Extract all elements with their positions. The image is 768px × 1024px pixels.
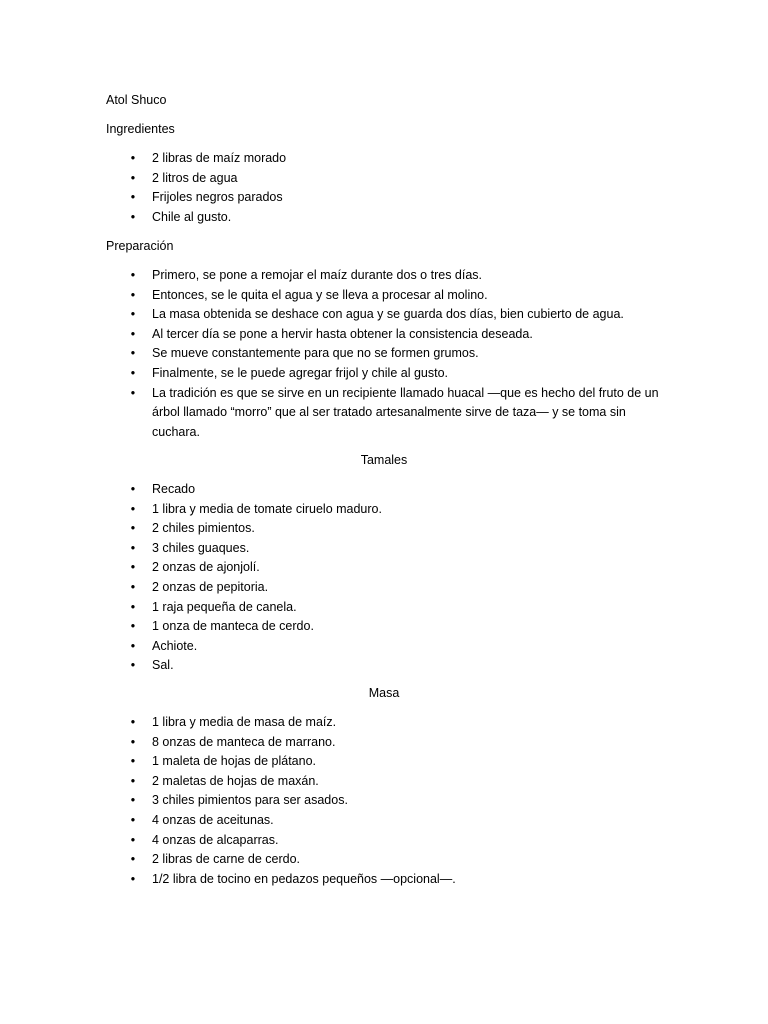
bullet-icon: •	[130, 365, 136, 380]
masa-list-block	[106, 713, 666, 889]
list-item-text: 4 onzas de alcaparras.	[152, 832, 279, 847]
masa-heading: Masa	[368, 686, 400, 700]
ingredients-heading-block	[106, 120, 666, 140]
tamales-list	[106, 480, 666, 676]
list-item	[106, 558, 666, 578]
bullet-icon: •	[130, 326, 136, 341]
bullet-icon: •	[130, 501, 136, 516]
atol-title-block	[106, 91, 666, 111]
list-item	[106, 325, 666, 345]
bullet-icon: •	[130, 715, 136, 729]
list-item	[106, 384, 666, 443]
bullet-icon: •	[130, 307, 136, 322]
bullet-icon: •	[130, 385, 136, 400]
list-item	[106, 617, 666, 637]
bullet-icon: •	[130, 346, 136, 361]
list-item	[106, 656, 666, 676]
bullet-icon: •	[130, 540, 136, 555]
list-item-text: 2 maletas de hojas de maxán.	[152, 773, 319, 788]
ingredients-list-block	[106, 149, 666, 227]
list-item-text: 1 onza de manteca de cerdo.	[152, 619, 314, 634]
list-item	[106, 364, 666, 384]
bullet-icon: •	[130, 287, 136, 302]
list-item-text: Finalmente, se le puede agregar frijol y chile al gusto.	[152, 365, 448, 380]
recipe-title-atol-shuco: Atol Shuco	[106, 93, 167, 107]
bullet-icon: •	[130, 190, 136, 205]
preparation-list	[106, 266, 666, 442]
preparation-heading: Preparación	[106, 239, 174, 253]
tamales-heading: Tamales	[360, 453, 408, 467]
list-item	[106, 637, 666, 657]
list-item-text: 1 raja pequeña de canela.	[152, 599, 297, 614]
bullet-icon: •	[130, 638, 136, 653]
list-item-text: 2 chiles pimientos.	[152, 521, 255, 536]
list-item-text: Sal.	[152, 658, 174, 673]
list-item	[106, 713, 666, 733]
bullet-icon: •	[130, 599, 136, 614]
masa-heading-block	[106, 684, 666, 704]
list-item	[106, 811, 666, 831]
list-item	[106, 500, 666, 520]
bullet-icon: •	[130, 871, 136, 886]
list-item-text: Entonces, se le quita el agua y se lleva a procesar al molino.	[152, 287, 488, 302]
list-item-text: 8 onzas de manteca de marrano.	[152, 734, 336, 749]
list-item	[106, 791, 666, 811]
list-item	[106, 870, 666, 890]
list-item-text: 1 libra y media de masa de maíz.	[152, 715, 337, 729]
ingredients-list	[106, 149, 666, 227]
list-item	[106, 266, 666, 286]
list-item-text: 4 onzas de aceitunas.	[152, 812, 274, 827]
list-item-text: La tradición es que se sirve en un recipiente llamado huacal —que es hecho del fruto de un árbol llamado “morro” que al ser tratado artesanalmente sirve de taza— y se toma sin cuchara.	[152, 385, 659, 439]
bullet-icon: •	[130, 852, 136, 867]
bullet-icon: •	[130, 812, 136, 827]
list-item	[106, 169, 666, 189]
list-item	[106, 305, 666, 325]
list-item-text: 2 onzas de ajonjolí.	[152, 560, 260, 575]
preparation-list-block	[106, 266, 666, 442]
bullet-icon: •	[130, 832, 136, 847]
list-item-text: 1 maleta de hojas de plátano.	[152, 754, 317, 769]
bullet-icon: •	[130, 773, 136, 788]
bullet-icon: •	[130, 754, 136, 769]
bullet-icon: •	[130, 209, 136, 224]
bullet-icon: •	[130, 268, 136, 282]
list-item	[106, 752, 666, 772]
masa-list	[106, 713, 666, 889]
list-item-text: 2 onzas de pepitoria.	[152, 579, 269, 594]
list-item-text: Chile al gusto.	[152, 209, 232, 224]
bullet-icon: •	[130, 734, 136, 749]
list-item-text: La masa obtenida se deshace con agua y se guarda dos días, bien cubierto de agua.	[152, 307, 624, 322]
bullet-icon: •	[130, 579, 136, 594]
list-item-text: 1 libra y media de tomate ciruelo maduro.	[152, 501, 382, 516]
ingredients-heading: Ingredientes	[106, 122, 175, 136]
list-item	[106, 578, 666, 598]
list-item	[106, 286, 666, 306]
list-item-text: 1/2 libra de tocino en pedazos pequeños —opcional—.	[152, 871, 456, 886]
list-item-text: 2 litros de agua	[152, 170, 238, 185]
list-item	[106, 519, 666, 539]
list-item	[106, 831, 666, 851]
list-item	[106, 733, 666, 753]
list-item-text: Achiote.	[152, 638, 198, 653]
bullet-icon: •	[130, 619, 136, 634]
list-item	[106, 850, 666, 870]
list-item	[106, 480, 666, 500]
bullet-icon: •	[130, 170, 136, 185]
bullet-icon: •	[130, 521, 136, 536]
list-item	[106, 188, 666, 208]
list-item-text: Al tercer día se pone a hervir hasta obtener la consistencia deseada.	[152, 326, 533, 341]
list-item-text: 2 libras de maíz morado	[152, 151, 287, 165]
tamales-list-block	[106, 480, 666, 676]
list-item	[106, 539, 666, 559]
bullet-icon: •	[130, 151, 136, 165]
list-item	[106, 598, 666, 618]
list-item-text: Recado	[152, 482, 196, 496]
list-item	[106, 772, 666, 792]
list-item-text: Primero, se pone a remojar el maíz durante dos o tres días.	[152, 268, 483, 282]
list-item-text: Frijoles negros parados	[152, 190, 283, 205]
preparation-heading-block	[106, 237, 666, 257]
list-item-text: 3 chiles pimientos para ser asados.	[152, 793, 348, 808]
list-item-text: 2 libras de carne de cerdo.	[152, 852, 301, 867]
bullet-icon: •	[130, 560, 136, 575]
list-item	[106, 208, 666, 228]
list-item-text: Se mueve constantemente para que no se formen grumos.	[152, 346, 479, 361]
bullet-icon: •	[130, 658, 136, 673]
list-item	[106, 344, 666, 364]
bullet-icon: •	[130, 793, 136, 808]
tamales-heading-block	[106, 451, 666, 471]
bullet-icon: •	[130, 482, 136, 496]
list-item	[106, 149, 666, 169]
list-item-text: 3 chiles guaques.	[152, 540, 250, 555]
